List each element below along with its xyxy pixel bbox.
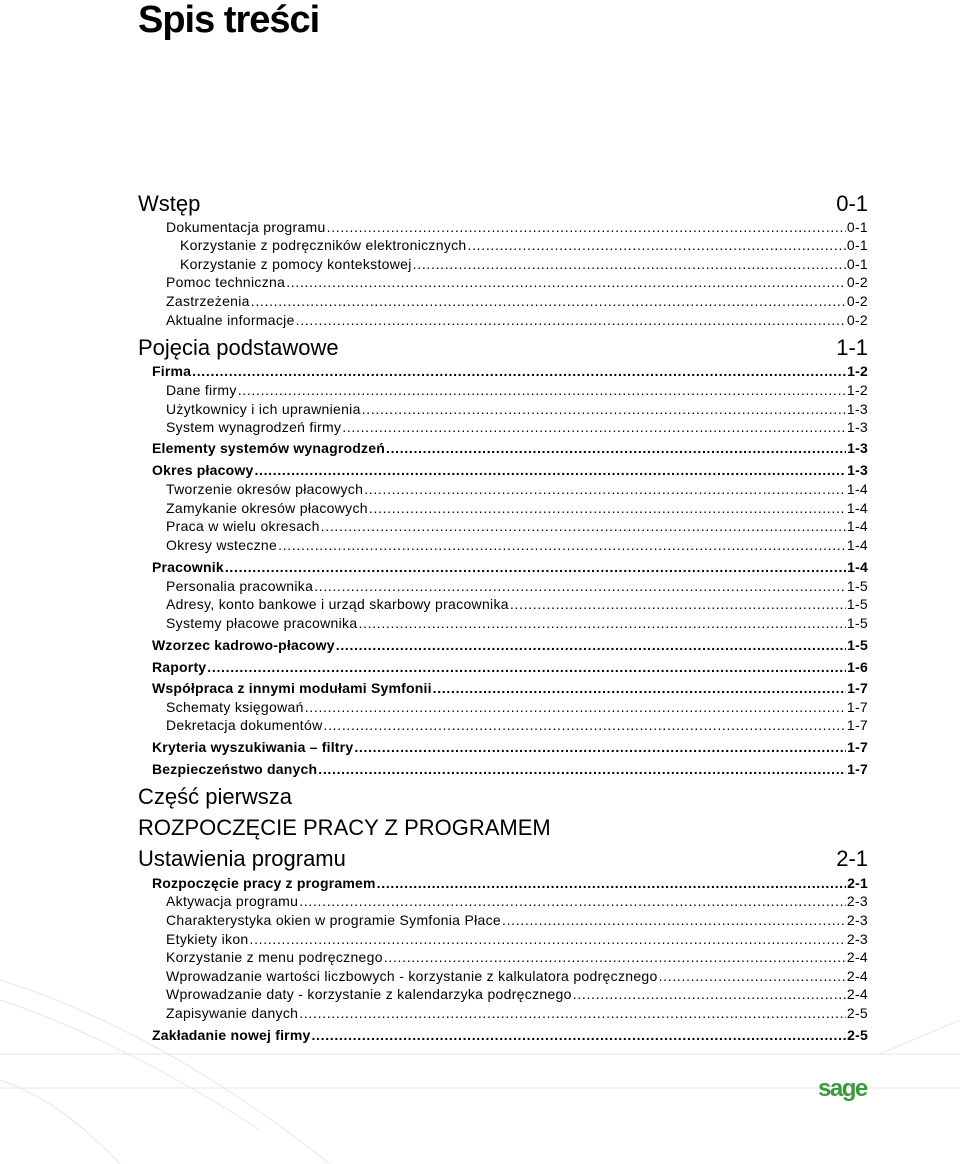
- toc-entry-page: 0-2: [846, 312, 868, 328]
- dot-leader: [336, 636, 846, 654]
- toc-entry-page: 1-7: [846, 717, 868, 733]
- sage-logo-text: sage: [818, 1075, 867, 1102]
- toc-entry-title: Pomoc techniczna: [166, 274, 286, 290]
- toc-entry-title: Dekretacja dokumentów: [166, 717, 323, 733]
- toc-entry-page: 2-1: [847, 875, 868, 891]
- toc-entry-daty[interactable]: [166, 985, 868, 1003]
- dot-leader: [299, 1004, 846, 1022]
- toc-entry-title: Bezpieczeństwo danych: [152, 761, 318, 777]
- toc-entry-title: Zakładanie nowej firmy: [152, 1027, 311, 1043]
- toc-entry-title: Systemy płacowe pracownika: [166, 615, 358, 631]
- dot-leader: [305, 698, 846, 716]
- toc-entry-praca-wielu[interactable]: [166, 517, 868, 535]
- toc-part-title[interactable]: ROZPOCZĘCIE PRACY Z PROGRAMEM: [138, 815, 551, 840]
- toc-entry-page: 1-3: [846, 419, 868, 435]
- toc-entry-pracownik[interactable]: [152, 558, 868, 576]
- toc-entry-okresy-wsteczne[interactable]: [166, 536, 868, 554]
- toc-entry-title: Pojęcia podstawowe: [138, 335, 339, 360]
- dot-leader: [510, 595, 846, 613]
- toc-entry-page: 0-2: [846, 274, 868, 290]
- toc-entry-etykiety[interactable]: [166, 930, 868, 948]
- toc-entry-page: 0-2: [846, 293, 868, 309]
- toc-entry-zakladanie[interactable]: [152, 1026, 868, 1044]
- dot-leader: [250, 930, 846, 948]
- dot-leader: [386, 439, 846, 457]
- toc-entry-pomoc-techniczna[interactable]: [166, 273, 868, 291]
- dot-leader: [314, 577, 846, 595]
- toc-entry-systemy-placowe[interactable]: [166, 614, 868, 632]
- toc-entry-page: 2-3: [846, 931, 868, 947]
- toc-entry-raporty[interactable]: [152, 658, 868, 676]
- toc-entry-page: 1-6: [847, 659, 868, 675]
- sage-logo: [818, 1072, 870, 1106]
- dot-leader: [573, 985, 846, 1003]
- toc-entry-page: 1-2: [847, 363, 868, 379]
- dot-leader: [342, 418, 846, 436]
- toc-entry-title: Wzorzec kadrowo-płacowy: [152, 637, 335, 653]
- toc-entry-title: Personalia pracownika: [166, 578, 314, 594]
- toc-entry-system-wynagrodzen[interactable]: [166, 418, 868, 436]
- toc-entry-title: Praca w wielu okresach: [166, 518, 320, 534]
- toc-entry-zamykanie[interactable]: [166, 499, 868, 517]
- toc-entry-zapisywanie[interactable]: [166, 1004, 868, 1022]
- toc-entry-bezpieczenstwo[interactable]: [152, 760, 868, 778]
- toc-entry-title: System wynagrodzeń firmy: [166, 419, 342, 435]
- toc-entry-dokumentacja[interactable]: [166, 218, 868, 236]
- toc-part-heading[interactable]: Część pierwsza: [138, 784, 293, 809]
- toc-entry-title: Korzystanie z pomocy kontekstowej: [180, 256, 412, 272]
- toc-entry-page: 2-3: [846, 893, 868, 909]
- toc-entry-page: 2-3: [846, 912, 868, 928]
- dot-leader: [278, 536, 846, 554]
- toc-entry-page: 1-4: [847, 559, 868, 575]
- toc-entry-title: Wprowadzanie daty - korzystanie z kalendarzyka podręcznego: [166, 986, 572, 1002]
- toc-entry-page: 1-4: [846, 518, 868, 534]
- toc-entry-title: Rozpoczęcie pracy z programem: [152, 875, 376, 891]
- toc-entry-page: 2-1: [836, 846, 868, 871]
- toc-entry-page: 2-4: [846, 968, 868, 984]
- dot-leader: [327, 218, 846, 236]
- toc-entry-title: Korzystanie z menu podręcznego: [166, 949, 383, 965]
- toc-entry-personalia[interactable]: [166, 577, 868, 595]
- dot-leader: [192, 362, 846, 380]
- toc-entry-charakterystyka[interactable]: [166, 911, 868, 929]
- toc-entry-rozpoczecie[interactable]: [152, 874, 868, 892]
- toc-entry-page: 1-2: [846, 382, 868, 398]
- toc-entry-tworzenie[interactable]: [166, 480, 868, 498]
- dot-leader: [207, 658, 846, 676]
- toc-entry-title: Adresy, konto bankowe i urząd skarbowy pracownika: [166, 596, 509, 612]
- toc-entry-title: Raporty: [152, 659, 207, 675]
- toc-entry-zastrzezenia[interactable]: [166, 292, 868, 310]
- toc-entry-title: Charakterystyka okien w programie Symfonia Płace: [166, 912, 501, 928]
- dot-leader: [286, 273, 846, 291]
- dot-leader: [364, 480, 846, 498]
- toc-entry-title: Firma: [152, 363, 192, 379]
- toc-entry-title: Schematy księgowań: [166, 699, 304, 715]
- toc-entry-aktywacja[interactable]: [166, 892, 868, 910]
- toc-entry-title: Aktywacja programu: [166, 893, 299, 909]
- toc-entry-title: Tworzenie okresów płacowych: [166, 481, 364, 497]
- toc-entry-page: 1-4: [846, 537, 868, 553]
- toc-entry-page: 0-1: [836, 191, 868, 216]
- toc-entry-page: 0-1: [846, 237, 868, 253]
- toc-entry-wartosci[interactable]: [166, 967, 868, 985]
- dot-leader: [296, 311, 846, 329]
- dot-leader: [225, 558, 846, 576]
- toc-entry-page: 1-4: [846, 481, 868, 497]
- toc-entry-title: Zastrzeżenia: [166, 293, 250, 309]
- dot-leader: [659, 967, 846, 985]
- dot-leader: [369, 499, 846, 517]
- toc-entry-title: Wprowadzanie wartości liczbowych - korzystanie z kalkulatora podręcznego: [166, 968, 658, 984]
- toc-entry-page: 1-4: [846, 500, 868, 516]
- dot-leader: [251, 292, 846, 310]
- dot-leader: [238, 381, 846, 399]
- toc-entry-title: Kryteria wyszukiwania – filtry: [152, 739, 354, 755]
- toc-entry-page: 1-7: [846, 699, 868, 715]
- toc-entry-page: 1-7: [847, 739, 868, 755]
- toc-entry-page: 1-3: [847, 440, 868, 456]
- toc-entry-page: 2-4: [846, 986, 868, 1002]
- dot-leader: [384, 948, 846, 966]
- toc-entry-title: Zapisywanie danych: [166, 1005, 299, 1021]
- toc-entry-podreczniki[interactable]: [180, 236, 868, 254]
- toc-entry-title: Współpraca z innymi modułami Symfonii: [152, 680, 432, 696]
- toc-entry-elementy[interactable]: [152, 439, 868, 457]
- dot-leader: [358, 614, 845, 632]
- toc-entry-page: 1-5: [847, 637, 868, 653]
- toc-entry-page: 1-5: [846, 578, 868, 594]
- toc-entry-aktualne[interactable]: [166, 311, 868, 329]
- dot-leader: [362, 400, 846, 418]
- toc-entry-page: 1-3: [846, 401, 868, 417]
- toc-entry-page: 2-4: [846, 949, 868, 965]
- dot-leader: [324, 716, 846, 734]
- toc-entry-title: Dokumentacja programu: [166, 219, 326, 235]
- dot-leader: [433, 679, 846, 697]
- dot-leader: [413, 255, 846, 273]
- toc-entry-title: Aktualne informacje: [166, 312, 295, 328]
- toc-entry-title: Ustawienia programu: [138, 846, 346, 871]
- toc-chapter-pojecia[interactable]: [138, 335, 868, 361]
- toc-entry-title: Zamykanie okresów płacowych: [166, 500, 368, 516]
- toc-entry-page: 2-5: [847, 1027, 868, 1043]
- dot-leader: [354, 738, 846, 756]
- dot-leader: [377, 874, 847, 892]
- toc-entry-wzorzec[interactable]: [152, 636, 868, 654]
- toc-entry-page: 1-7: [847, 680, 868, 696]
- toc-entry-page: 1-5: [846, 596, 868, 612]
- toc-entry-title: Wstęp: [138, 191, 201, 216]
- toc-entry-page: 1-5: [846, 615, 868, 631]
- toc-entry-wspolpraca[interactable]: [152, 679, 868, 697]
- toc-entry-page: 1-3: [847, 462, 868, 478]
- dot-leader: [321, 517, 846, 535]
- toc-entry-title: Elementy systemów wynagrodzeń: [152, 440, 385, 456]
- toc-entry-title: Dane firmy: [166, 382, 237, 398]
- toc-entry-kryteria[interactable]: [152, 738, 868, 756]
- toc-entry-schematy[interactable]: [166, 698, 868, 716]
- dot-leader: [254, 461, 846, 479]
- page-title: Spis treści: [138, 0, 320, 41]
- toc-entry-dekretacja[interactable]: [166, 716, 868, 734]
- toc-entry-title: Okresy wsteczne: [166, 537, 278, 553]
- toc-entry-okres[interactable]: [152, 461, 868, 479]
- toc-entry-title: Użytkownicy i ich uprawnienia: [166, 401, 361, 417]
- toc-entry-uzytkownicy[interactable]: [166, 400, 868, 418]
- dot-leader: [318, 760, 846, 778]
- dot-leader: [502, 911, 846, 929]
- dot-leader: [468, 236, 846, 254]
- dot-leader: [311, 1026, 846, 1044]
- toc-chapter-wstep[interactable]: [138, 191, 868, 217]
- toc-entry-adresy[interactable]: [166, 595, 868, 613]
- toc-entry-title: Pracownik: [152, 559, 224, 575]
- toc-entry-page: 1-1: [836, 335, 868, 360]
- toc-entry-title: Okres płacowy: [152, 462, 254, 478]
- dot-leader: [299, 892, 846, 910]
- toc-entry-dane-firmy[interactable]: [166, 381, 868, 399]
- toc-entry-pomoc-kontekstowa[interactable]: [180, 255, 868, 273]
- toc-chapter-ustawienia[interactable]: [138, 846, 868, 872]
- toc-entry-page: 0-1: [846, 256, 868, 272]
- toc-entry-title: Korzystanie z podręczników elektronicznych: [180, 237, 467, 253]
- toc-entry-menu[interactable]: [166, 948, 868, 966]
- toc-entry-title: Etykiety ikon: [166, 931, 249, 947]
- toc-entry-page: 0-1: [846, 219, 868, 235]
- toc-entry-page: 1-7: [847, 761, 868, 777]
- toc-entry-page: 2-5: [846, 1005, 868, 1021]
- toc-entry-firma[interactable]: [152, 362, 868, 380]
